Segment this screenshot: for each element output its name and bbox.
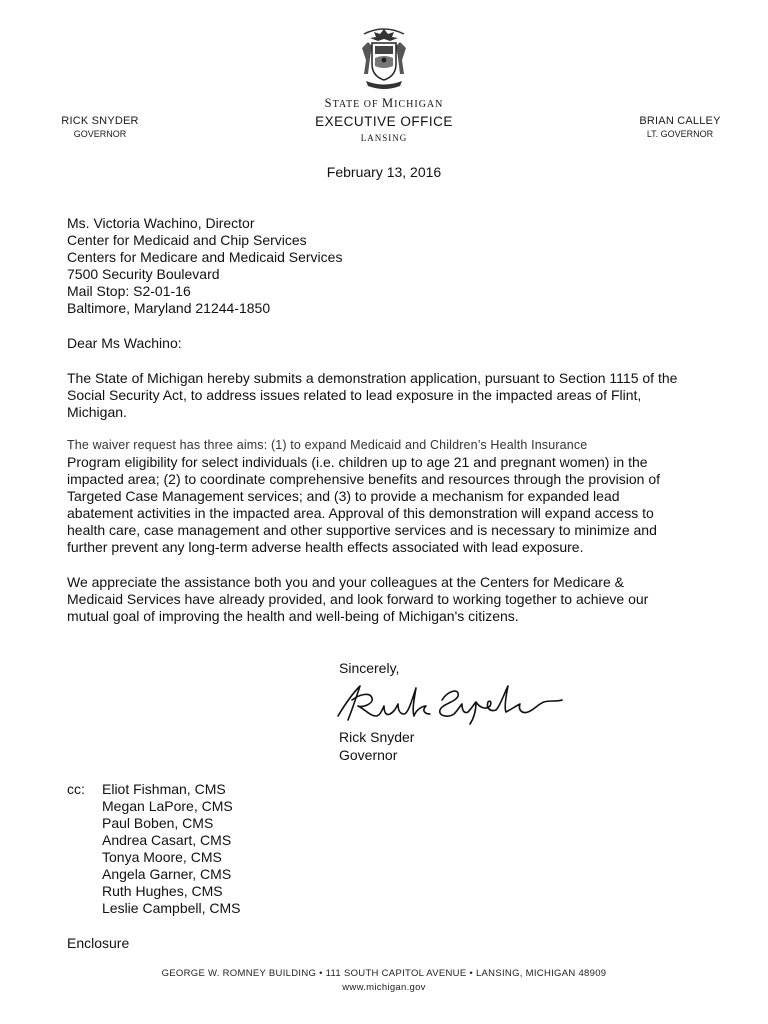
cc-name: Leslie Campbell, CMS xyxy=(102,900,241,916)
signer-title: Governor xyxy=(339,747,398,763)
paragraph-line: The State of Michigan hereby submits a demonstration application, pursuant to Section 1115 of the xyxy=(67,370,678,386)
cc-name: Angela Garner, CMS xyxy=(102,866,232,882)
footer-address: GEORGE W. ROMNEY BUILDING • 111 SOUTH CAPITOL AVENUE • LANSING, MICHIGAN 48909 xyxy=(161,968,607,979)
paragraph-3 xyxy=(67,574,717,625)
address-line: 7500 Security Boulevard xyxy=(67,266,220,282)
paragraph-line: Michigan. xyxy=(67,404,127,420)
governor-name: RICK SNYDER xyxy=(61,115,139,127)
enclosure: Enclosure xyxy=(67,935,130,951)
lt-governor-title: LT. GOVERNOR xyxy=(646,129,714,139)
cc-name: Tonya Moore, CMS xyxy=(102,849,222,865)
lt-governor-name: BRIAN CALLEY xyxy=(639,115,721,127)
recipient-address xyxy=(67,215,717,317)
cc-name: Andrea Casart, CMS xyxy=(102,832,232,848)
address-line: Ms. Victoria Wachino, Director xyxy=(67,215,255,231)
address-line: Centers for Medicare and Medicaid Services xyxy=(67,249,343,265)
state-seal-icon xyxy=(358,26,410,92)
paragraph-line: We appreciate the assistance both you and your colleagues at the Centers for Medicare & xyxy=(67,574,624,590)
paragraph-line: mutual goal of improving the health and well-being of Michigan's citizens. xyxy=(67,608,519,624)
paragraph-line: abatement activities in the impacted area. Approval of this demonstration will expand access to xyxy=(67,505,654,521)
paragraph-line: Medicaid Services have already provided, and look forward to working together to achieve our xyxy=(67,591,649,607)
cc-label: cc: xyxy=(67,781,85,797)
salutation: Dear Ms Wachino: xyxy=(67,335,182,351)
address-line: Mail Stop: S2-01-16 xyxy=(67,283,191,299)
cc-name: Eliot Fishman, CMS xyxy=(102,781,226,797)
address-line: Center for Medicaid and Chip Services xyxy=(67,232,307,248)
paragraph-line: Targeted Case Management services; and (3) to provide a mechanism for expanded lead xyxy=(67,488,620,504)
paragraph-line: Program eligibility for select individuals (i.e. children up to age 21 and pregnant women) in the xyxy=(67,454,648,470)
state-of-michigan: STATE OF MICHIGAN xyxy=(324,96,444,110)
governor-title: GOVERNOR xyxy=(73,129,127,139)
paragraph-2 xyxy=(67,437,717,556)
address-line: Baltimore, Maryland 21244-1850 xyxy=(67,300,271,316)
signer-name: Rick Snyder xyxy=(339,729,415,745)
footer-website[interactable]: www.michigan.gov xyxy=(342,982,426,993)
paragraph-line: health care, case management and other supportive services and is necessary to minimize and xyxy=(67,522,657,538)
paragraph-line: Social Security Act, to address issues related to lead exposure in the impacted areas of Flint, xyxy=(67,387,642,403)
cc-name: Paul Boben, CMS xyxy=(102,815,214,831)
cc-list xyxy=(67,781,717,917)
letterhead xyxy=(0,0,768,150)
letter-date: February 13, 2016 xyxy=(326,164,442,180)
signature xyxy=(330,680,570,725)
closing: Sincerely, xyxy=(339,660,400,676)
paragraph-line: impacted area; (2) to coordinate comprehensive benefits and resources through the provision of xyxy=(67,471,661,487)
executive-office: EXECUTIVE OFFICE xyxy=(315,114,453,129)
office-city: LANSING xyxy=(360,133,408,143)
paragraph-1 xyxy=(67,370,717,421)
cc-name: Megan LaPore, CMS xyxy=(102,798,233,814)
cc-name: Ruth Hughes, CMS xyxy=(102,883,223,899)
paragraph-line: The waiver request has three aims: (1) to expand Medicaid and Children’s Health Insurance xyxy=(67,438,588,452)
paragraph-line: further prevent any long-term adverse health effects associated with lead exposure. xyxy=(67,539,584,555)
